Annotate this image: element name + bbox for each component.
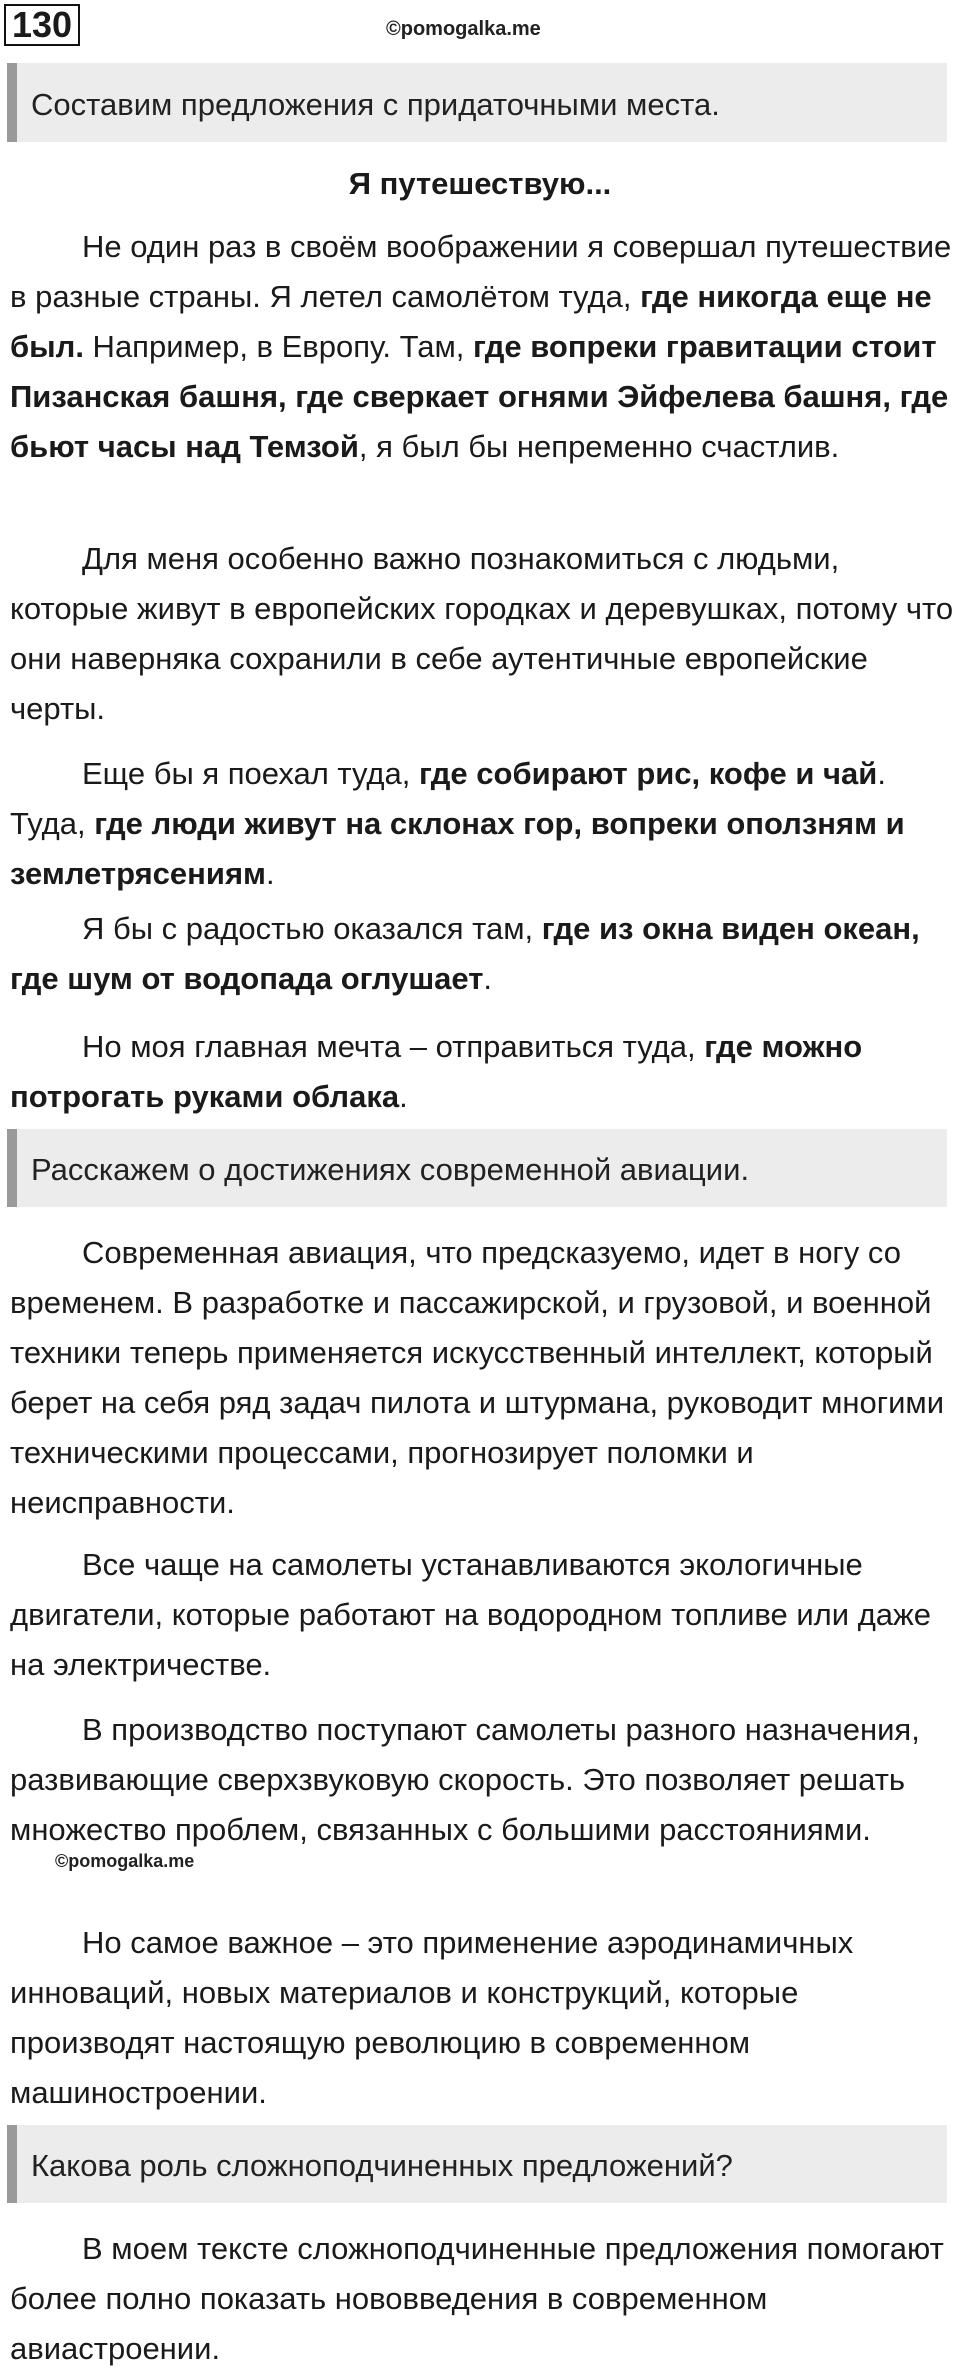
text-run: . Туда,: [10, 756, 886, 841]
text-run: В моем тексте сложноподчиненные предложения помогают более полно показать нововведения в современном авиастроении.: [10, 2231, 944, 2366]
bold-run: где из окна виден океан, где шум от водопада оглушает: [10, 911, 920, 996]
text-run: .: [483, 961, 493, 996]
text-run: Все чаще на самолеты устанавливаются экологичные двигатели, которые работают на водородном топливе или даже на электричестве.: [10, 1547, 932, 1682]
text-run: Я бы с радостью оказался там,: [82, 911, 542, 946]
paragraph-aviation-3: [10, 1705, 955, 1855]
text-run: Например, в Европу. Там,: [83, 329, 473, 364]
paragraph-aviation-1: [10, 1228, 955, 1528]
watermark-middle: ©pomogalka.me: [55, 1851, 195, 1871]
text-run: Современная авиация, что предсказуемо, идет в ногу со временем. В разработке и пассажирской, и грузовой, и военной техники теперь применяется искусственный интеллект, который берет на себя ряд задач пилота и штурмана, руководит многими техническими процессами, прогнозирует поломки и неисправности.: [10, 1235, 945, 1520]
section-heading-1: Составим предложения с придаточными места.: [7, 63, 947, 142]
paragraph-aviation-4: [10, 1918, 955, 2118]
bold-run: где никогда еще не был.: [10, 279, 932, 364]
paragraph-aviation-2: [10, 1540, 955, 1690]
text-run: Но моя главная мечта – отправиться туда,: [82, 1029, 705, 1064]
paragraph-travel-4: [10, 904, 955, 1004]
story-title: Я путешествую...: [348, 166, 612, 201]
bold-run: где вопреки гравитации стоит Пизанская башня, где сверкает огнями Эйфелева башня, где бьют часы над Темзой: [10, 329, 949, 464]
text-run: Для меня особенно важно познакомиться с людьми, которые живут в европейских городках и деревушках, потому что они наверняка сохранили в себе аутентичные европейские черты.: [10, 541, 954, 726]
section-heading-3: Какова роль сложноподчиненных предложений?: [7, 2125, 947, 2203]
text-run: , я был бы непременно счастлив.: [358, 429, 840, 464]
bold-run: где собирают рис, кофе и чай: [419, 756, 878, 791]
section-heading-2: Расскажем о достижениях современной авиации.: [7, 1129, 947, 1207]
bold-run: где люди живут на склонах гор, вопреки оползням и землетрясениям: [10, 806, 905, 891]
text-run: Не один раз в своём воображении я совершал путешествие в разные страны. Я летел самолётом туда,: [10, 229, 952, 314]
paragraph-travel-1: [10, 222, 955, 472]
paragraph-travel-2: [10, 534, 955, 734]
text-run: .: [265, 856, 275, 891]
text-run: Еще бы я поехал туда,: [82, 756, 419, 791]
text-run: Но самое важное – это применение аэродинамичных инноваций, новых материалов и конструкций, которые производят настоящую революцию в современном машиностроении.: [10, 1925, 854, 2110]
page-number: 130: [4, 4, 80, 46]
bold-run: где можно потрогать руками облака: [10, 1029, 863, 1114]
watermark-top: ©pomogalka.me: [386, 18, 541, 40]
paragraph-travel-3: [10, 749, 955, 899]
paragraph-travel-5: [10, 1022, 955, 1122]
text-run: .: [399, 1079, 408, 1114]
paragraph-conclusion: [10, 2224, 955, 2374]
text-run: В производство поступают самолеты разного назначения, развивающие сверхзвуковую скорость. Это позволяет решать множество проблем, связанных с большими расстояниями.: [10, 1712, 920, 1847]
